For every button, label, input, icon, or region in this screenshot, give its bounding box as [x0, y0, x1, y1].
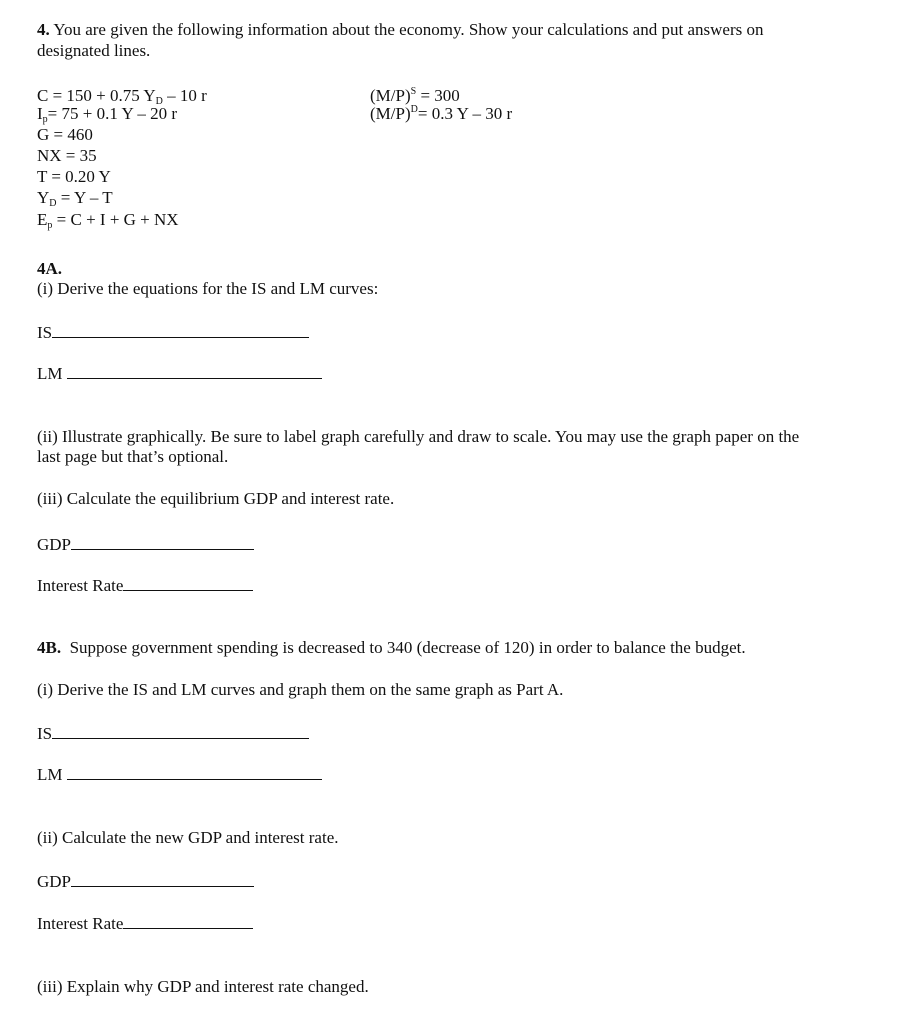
question-intro: You are given the following information about the economy. Show your calculations and put answers on	[53, 20, 764, 39]
part-b-q3: (iii) Explain why GDP and interest rate changed.	[37, 977, 369, 996]
lm-label: LM	[37, 364, 63, 383]
eq-money-demand: $(M/P)^D= 0.3$ Y – 30 r	[370, 104, 513, 123]
is-answer-line[interactable]	[37, 322, 309, 343]
gdp-label-b: GDP	[37, 872, 72, 891]
interest-rate-label: Interest Rate	[37, 576, 124, 595]
question-number: 4.	[37, 20, 50, 39]
lm-answer-line[interactable]	[37, 363, 322, 384]
part-a-q2-cont: last page but that’s optional.	[37, 447, 229, 466]
part-a-q2: (ii) Illustrate graphically. Be sure to label graph carefully and draw to scale. You may use the graph paper on the	[37, 427, 800, 446]
gdp-label: GDP	[37, 535, 72, 554]
is-label: IS	[37, 323, 53, 342]
eq-planned-expenditure: $E_p = C + I + G$ + NX	[37, 210, 179, 231]
is-label-b: IS	[37, 724, 53, 743]
lm-label-b: LM	[37, 765, 63, 784]
eq-net-exports: NX = 35	[37, 146, 97, 165]
eq-money-supply: $(M/P)^S = 300$	[370, 86, 460, 105]
part-b-heading: 4B.	[37, 638, 62, 657]
part-b-q2: (ii) Calculate the new GDP and interest rate.	[37, 828, 339, 847]
interest-rate-answer-line[interactable]	[37, 575, 253, 596]
question-intro-cont: designated lines.	[37, 41, 151, 60]
eq-taxes: T = 0.20 Y	[37, 167, 111, 186]
part-a-q1: (i) Derive the equations for the IS and LM curves:	[37, 279, 379, 298]
eq-investment: $I_p= 75 + 0.1$ Y – 20 r	[37, 104, 178, 125]
lm-answer-line-b[interactable]	[37, 764, 322, 785]
eq-consumption: C = 150 + 0.75 $Y_D - 10$ r	[37, 86, 207, 107]
part-a-q3: (iii) Calculate the equilibrium GDP and interest rate.	[37, 489, 395, 508]
part-b-q1: (i) Derive the IS and LM curves and graph them on the same graph as Part A.	[37, 680, 564, 699]
gdp-answer-line[interactable]	[37, 534, 254, 555]
interest-rate-answer-line-b[interactable]	[37, 913, 253, 934]
interest-rate-label-b: Interest Rate	[37, 914, 124, 933]
eq-disposable-income: $Y_D = Y - T$	[37, 188, 113, 209]
question-header	[37, 20, 763, 40]
gdp-answer-line-b[interactable]	[37, 871, 254, 892]
part-b-intro: 4B. Suppose government spending is decreased to 340 (decrease of 120) in order to balance the budget.	[37, 638, 746, 657]
part-a-heading: 4A.	[37, 259, 63, 278]
is-answer-line-b[interactable]	[37, 723, 309, 744]
eq-government: G = 460	[37, 125, 93, 144]
